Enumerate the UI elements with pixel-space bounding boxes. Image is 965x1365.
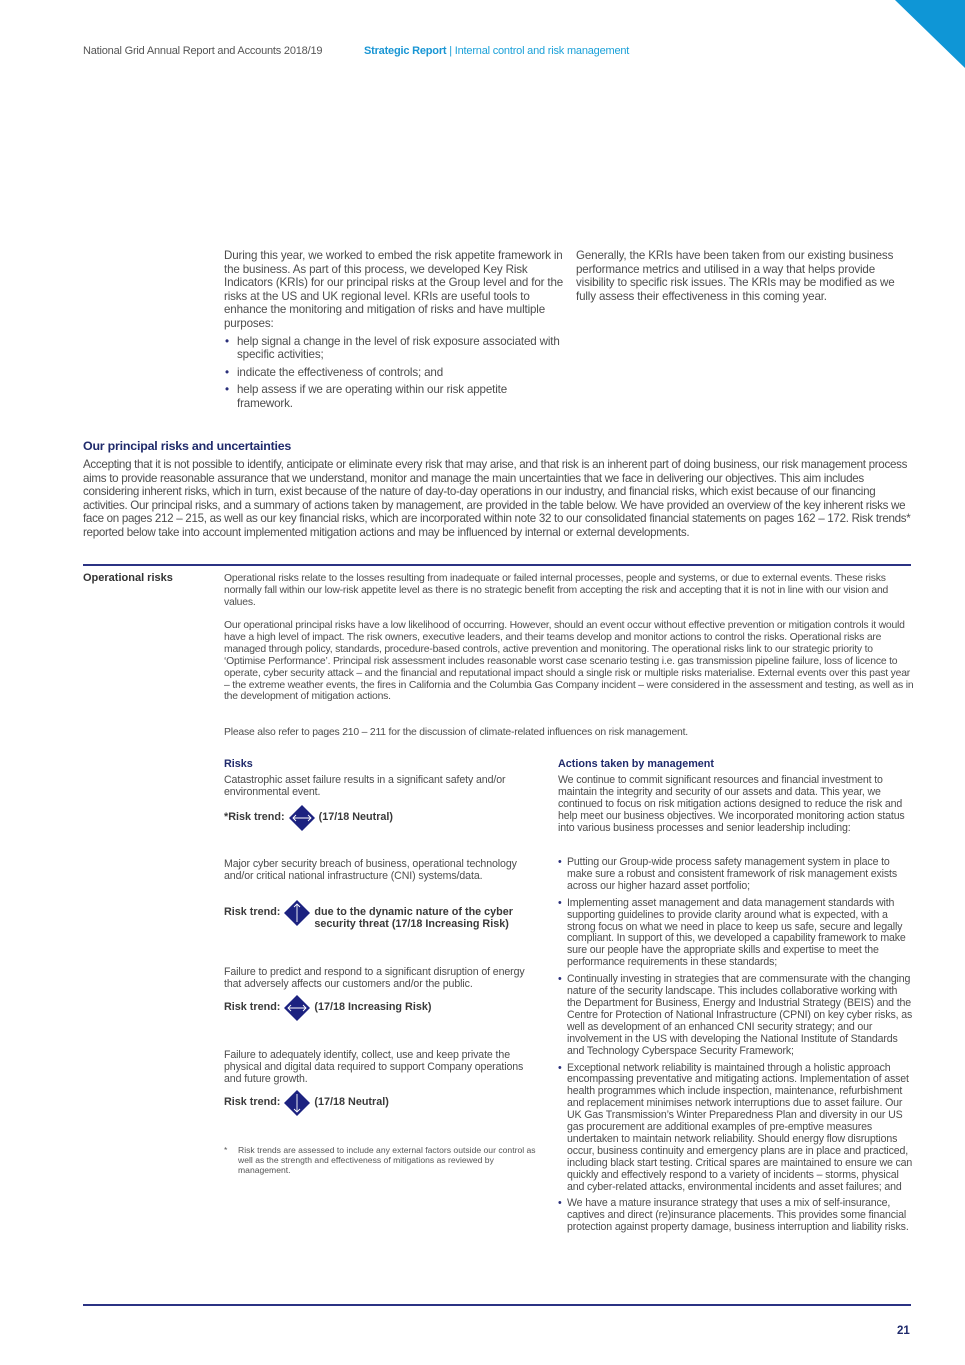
- list-item: • We have a mature insurance strategy that uses a mix of self-insurance, captives and direct (re)insurance placements. This provides some financial protection against property damage, business interruption and liability risks.: [558, 1198, 913, 1234]
- risk-trend-label: Risk trend:: [224, 1096, 281, 1108]
- actions-list: [558, 857, 913, 1239]
- list-item: • Putting our Group-wide process safety management system in place to make sure a robust and consistent framework of risk management exists across our higher hazard asset portfolio;: [558, 857, 913, 893]
- risk-description: Failure to adequately identify, collect, use and keep private the physical and digital data required to support Company operations and future growth.: [224, 1049, 524, 1085]
- section-breadcrumb: [364, 45, 629, 57]
- table-divider-bottom: [83, 1304, 911, 1306]
- kri-purpose-list: [224, 335, 564, 411]
- publication-title: National Grid Annual Report and Accounts 2018/19: [83, 45, 323, 57]
- footnote-mark: *: [224, 1145, 228, 1155]
- principal-risks-intro: Accepting that it is not possible to identify, anticipate or eliminate every risk that may arise, and that risk is an inherent part of doing business, our risk management process aims to provide reasonable assurance that we understand, monitor and manage the main uncertainties that we face in delivering our objectives. This aim includes considering inherent risks, which in turn, exist because of the nature of day-to-day operations in our industry, and financial risks, which exist because of our financing activities. Our principal risks, and a summary of actions taken by management, are provided in the table below. We have provided an overview of the key inherent risks we face on pages 212 – 215, as well as our key financial risks, which are incorporated within note 32 to our consolidated financial statements on pages 162 – 172. Risk trends* reported below take into account implemented mitigation actions and may be influenced by internal or external developments.: [83, 458, 911, 539]
- risk-trend: [224, 1001, 544, 1022]
- increasing-arrow-icon: [283, 899, 311, 927]
- corner-triangle-icon: [895, 0, 965, 70]
- risk-description: Failure to predict and respond to a significant disruption of energy that adversely affects our customers and/or the public.: [224, 966, 525, 990]
- footnote-text: Risk trends are assessed to include any external factors outside our control as well as the strength and effectiveness of mitigations as reviewed by management.: [238, 1145, 536, 1176]
- risk-description: Catastrophic asset failure results in a significant safety and/or environmental event.: [224, 774, 506, 798]
- risk-trend-label: *Risk trend:: [224, 811, 285, 823]
- decreasing-arrow-icon: [283, 1089, 311, 1117]
- risk-trend-value: (17/18 Neutral): [318, 811, 394, 823]
- breadcrumb-separator: |: [449, 45, 452, 57]
- risk-trend-label: Risk trend:: [224, 1001, 281, 1013]
- list-item: • Implementing asset management and data management standards with supporting guidelines to provide clarity around what is expected, with a strong focus on what we need in place to keep us safe, secure and legally compliant. In support of this, we developed a capability framework to make sure our people have the appropriate skills and expertise to meet the performance requirements in these standards;: [558, 898, 913, 969]
- operational-paragraph-1: Operational risks relate to the losses resulting from inadequate or failed internal processes, people and systems, or due to external events. These risks normally fall within our low-risk appetite level as there is no strategic benefit from accepting the risk and accepting that it is not in line with our vision and values.: [224, 573, 889, 608]
- kri-column-right: Generally, the KRIs have been taken from our existing business performance metrics and utilised in a way that helps provide visibility to specific risk issues. The KRIs may be modified as we fully assess their effectiveness in this coming year.: [576, 249, 895, 303]
- breadcrumb-subsection[interactable]: Internal control and risk management: [454, 45, 630, 57]
- neutral-arrow-icon: [283, 994, 311, 1022]
- risks-heading: Risks: [224, 758, 253, 770]
- risk-trend: [224, 1096, 544, 1117]
- actions-intro: We continue to commit significant resources and financial investment to maintain the integrity and security of our assets and data. This year, we continued to focus on risk mitigation actions designed to reduce the risk and help meet our business objectives. We incorporated monitoring action status into various business processes and senior leadership including:: [558, 774, 905, 834]
- breadcrumb-section[interactable]: Strategic Report: [364, 45, 447, 57]
- section-heading: Our principal risks and uncertainties: [83, 439, 292, 453]
- page-number: 21: [897, 1325, 910, 1337]
- neutral-arrow-icon: [288, 804, 316, 832]
- table-divider-top: [83, 564, 911, 566]
- risk-trend-value: due to the dynamic nature of the cyber security threat (17/18 Increasing Risk): [314, 906, 513, 930]
- operational-paragraph-2: Our operational principal risks have a low likelihood of occurring. However, should an event occur without effective prevention or mitigation controls it would have a high level of impact. The risk owners, executive leaders, and their teams develop and monitor actions to control the risks. Operational risks are managed through policy, standards, procedure-based controls, active prevention and monitoring. The operational risks link to our strategic priority to ‘Optimise Performance’. Principal risk assessment includes reasonable worst case scenario testing i.e. gas transmission pipeline failure, loss of licence to operate, cyber security attack – and the financial and reputational impact should a single risk or multiple risks materialise. External events over this past year – the extreme weather events, the fires in California and the Columbia Gas Company incident – were considered in the assessment and testing, as well as in the development of mitigation actions.: [224, 620, 914, 703]
- risk-trend: [224, 906, 544, 930]
- kri-paragraph: During this year, we worked to embed the risk appetite framework in the business. As part of this process, we developed Key Risk Indicators (KRIs) for our principal risks at the Group level and for the risks at the US and UK regional level. KRIs are useful tools to enhance the monitoring and mitigation of risks and have multiple purposes:: [224, 249, 564, 330]
- list-item: • help assess if we are operating within our risk appetite framework.: [224, 383, 564, 410]
- operational-risks-label: Operational risks: [83, 572, 173, 584]
- risk-trend: [224, 811, 549, 832]
- risk-description: Major cyber security breach of business, operational technology and/or critical national infrastructure (CNI) systems/data.: [224, 858, 517, 882]
- list-item: • Continually investing in strategies that are commensurate with the changing nature of the security landscape. This includes collaborative working with the Department for Business, Energy and Industrial Strategy (BEIS) and the Centre for Protection of National Infrastructure (CPNI) on key cyber risks, as well as development of an enhanced CNI security strategy; and our involvement in the US with developing the National Institute of Standards and Technology Cyberspace Security Framework;: [558, 974, 913, 1057]
- list-item: • help signal a change in the level of risk exposure associated with specific activities;: [224, 335, 564, 362]
- kri-column-left: [224, 249, 564, 415]
- risk-trend-footnote: [224, 1145, 539, 1176]
- risk-trend-label: Risk trend:: [224, 906, 281, 918]
- list-item: • Exceptional network reliability is maintained through a holistic approach encompassing preventative and mitigating actions. Implementation of asset health programmes which include inspection, maintenance, refurbishment and replacement minimises network interruptions due to asset failure. Our UK Gas Transmission’s Winter Preparedness Plan and diversity in our US gas procurement are additional examples of pre-emptive measures undertaken to maintain network reliability. Should energy flow disruptions occur, business continuity and emergency plans are in place and practiced, including black start testing. Critical spares are maintained to ensure we can quickly and effectively respond to a variety of incidents – storms, physical and cyber-related attacks, environmental incidents and asset failures; and: [558, 1063, 913, 1194]
- operational-paragraph-3: Please also refer to pages 210 – 211 for the discussion of climate-related influences on risk management.: [224, 727, 688, 738]
- actions-heading: Actions taken by management: [558, 758, 714, 770]
- risk-trend-value: (17/18 Neutral): [314, 1096, 389, 1108]
- risk-trend-value: (17/18 Increasing Risk): [314, 1001, 432, 1013]
- list-item: • indicate the effectiveness of controls; and: [224, 366, 564, 380]
